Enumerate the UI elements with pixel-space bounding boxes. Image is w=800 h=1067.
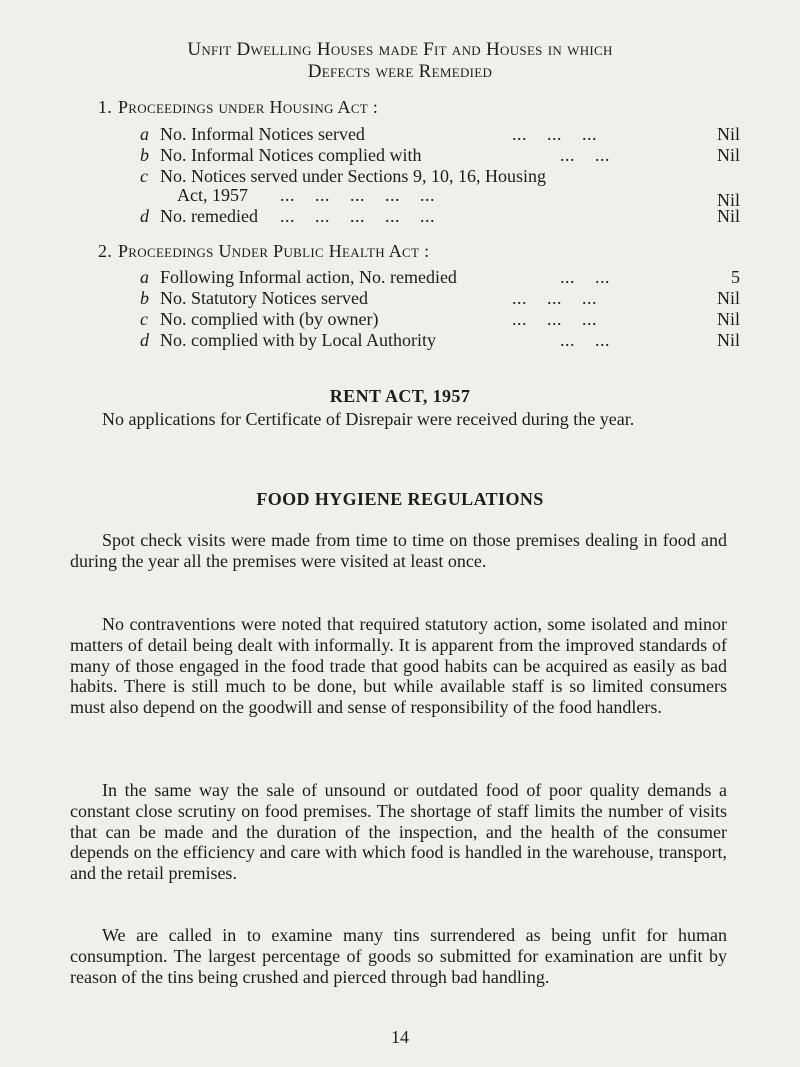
section-1-title: Proceedings under Housing Act :	[118, 97, 379, 117]
item-letter: c	[140, 309, 148, 329]
item-text: No. complied with by Local Authority	[160, 330, 436, 350]
item-text: No. Informal Notices served	[160, 124, 365, 144]
item-value: Nil	[716, 190, 740, 210]
item-letter: d	[140, 330, 149, 350]
item-letter: b	[140, 145, 149, 165]
page-number: 14	[391, 1027, 409, 1047]
item-letter: a	[140, 267, 149, 287]
item-text: No. remedied	[160, 206, 258, 226]
leader-dots: ... ...	[560, 267, 610, 287]
food-hygiene-paragraph-3: In the same way the sale of unsound or outdated food of poor quality demands a constant close scrutiny on food premises. The shortage of staff limits the number of visits that can be made and the duration of the inspection, and the health of the consumer depends on the efficiency and care with which food is handled in the warehouse, transport, and the retail premises.	[70, 780, 727, 884]
item-letter: d	[140, 206, 149, 226]
item-text: No. Statutory Notices served	[160, 288, 368, 308]
food-hygiene-paragraph-1: Spot check visits were made from time to time on those premises dealing in food and during the year all the premises were visited at least once.	[70, 530, 727, 571]
item-letter: b	[140, 288, 149, 308]
title-line-2: Defects were Remedied	[307, 61, 493, 82]
food-hygiene-heading: FOOD HYGIENE REGULATIONS	[256, 489, 544, 509]
rent-act-paragraph: No applications for Certificate of Disrepair were received during the year.	[102, 409, 635, 429]
item-value: Nil	[716, 206, 740, 226]
title-line-1: Unfit Dwelling Houses made Fit and Houses in which	[187, 39, 613, 60]
section-1-heading	[98, 96, 379, 118]
food-hygiene-paragraph-2: No contraventions were noted that required statutory action, some isolated and minor matters of detail being dealt with informally. It is apparent from the improved standards of many of those engaged in the food trade that good habits can be acquired as easily as bad habits. There is still much to be done, but while available staff is so limited consumers must also depend on the goodwill and sense of responsibility of the food handlers.	[70, 614, 727, 718]
leader-dots: ... ...	[560, 330, 610, 350]
leader-dots: ... ... ... ... ...	[280, 185, 435, 205]
item-text: No. Informal Notices complied with	[160, 145, 422, 165]
section-2-title: Proceedings Under Public Health Act :	[118, 241, 430, 261]
item-letter: c	[140, 166, 148, 186]
item-text: No. complied with (by owner)	[160, 309, 379, 329]
leader-dots: ... ... ...	[512, 124, 597, 144]
section-2-number: 2.	[98, 241, 113, 261]
item-value: Nil	[716, 330, 740, 350]
leader-dots: ... ... ...	[512, 309, 597, 329]
item-value: Nil	[716, 124, 740, 144]
leader-dots: ... ... ...	[512, 288, 597, 308]
item-text: Following Informal action, No. remedied	[160, 267, 457, 287]
item-value: Nil	[716, 145, 740, 165]
item-letter: a	[140, 124, 149, 144]
item-value: Nil	[716, 288, 740, 308]
leader-dots: ... ... ... ... ...	[280, 206, 435, 226]
section-1-number: 1.	[98, 97, 113, 117]
item-text-continued: Act, 1957	[177, 185, 248, 205]
section-2-heading	[98, 240, 430, 262]
item-value: 5	[731, 267, 740, 287]
food-hygiene-paragraph-4: We are called in to examine many tins surrendered as being unfit for human consumption. The largest percentage of goods so submitted for examination are unfit by reason of the tins being crushed and pierced through bad handling.	[70, 925, 727, 987]
rent-act-heading: RENT ACT, 1957	[329, 386, 471, 406]
item-value: Nil	[716, 309, 740, 329]
item-text: No. Notices served under Sections 9, 10, 16, Housing	[160, 166, 546, 186]
leader-dots: ... ...	[560, 145, 610, 165]
